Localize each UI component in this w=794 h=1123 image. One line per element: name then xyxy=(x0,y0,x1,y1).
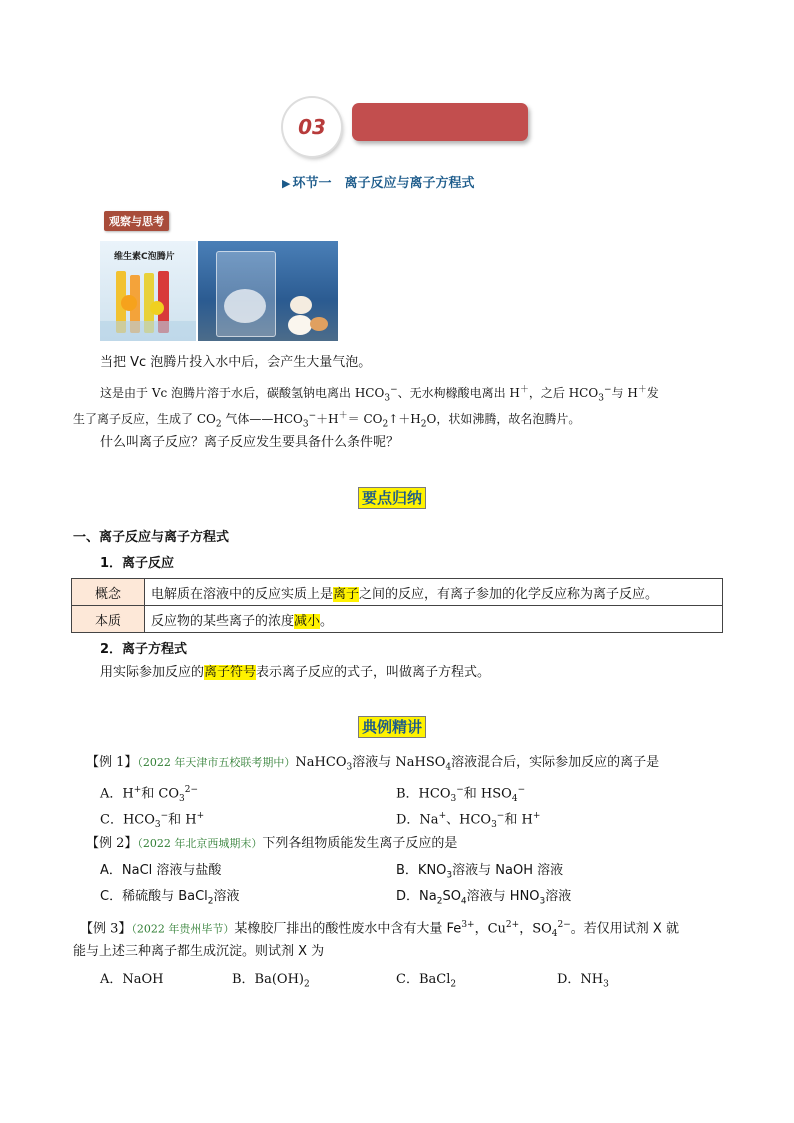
example-1-option-d: D．Na+、$HCO_3^-$和 H+ xyxy=(396,811,541,830)
example-3-option-a: A．NaOH xyxy=(100,972,164,987)
example-2-option-a: A．NaCl 溶液与盐酸 xyxy=(100,863,222,878)
heading-1-1: 1．离子反应 xyxy=(100,556,175,571)
example-2-option-b: B．$KNO_3$溶液与 NaOH 溶液 xyxy=(396,863,564,881)
triangle-icon: ▶ xyxy=(282,177,291,190)
example-2-question: 【例 2】（2022 年北京西城期末）下列各组物质能发生离子反应的是 xyxy=(86,836,458,851)
definition-table xyxy=(71,578,723,633)
section-title: ▶ 环节一 离子反应与离子方程式 xyxy=(282,176,475,191)
table-key: 概念 xyxy=(72,579,145,606)
product-label: 维生素C泡腾片 xyxy=(114,252,175,262)
example-1-option-a: A．H+和 $CO_3^{2-}$ xyxy=(100,785,199,804)
observe-think-tag: 观察与思考 xyxy=(104,211,169,231)
ionic-equation-definition: 用实际参加反应的离子符号表示离子反应的式子，叫做离子方程式。 xyxy=(100,665,491,680)
table-value: 电解质在溶液中的反应实质上是离子之间的反应，有离子参加的化学反应称为离子反应。 xyxy=(145,579,723,606)
section-number-badge xyxy=(283,98,341,156)
example-1-option-b: B．$HCO_3^-$和 $HSO_4^-$ xyxy=(396,785,526,804)
example-3-option-b: B．$Ba(OH)_2$ xyxy=(232,972,310,990)
example-2-option-d: D．$Na_2SO_4$溶液与 $HNO_3$溶液 xyxy=(396,889,572,907)
heading-1: 一、离子反应与离子方程式 xyxy=(73,530,230,545)
explanation-line-1: 这是由于 Vc 泡腾片溶于水后，碳酸氢钠电离出 $HCO_3^-$、无水枸橼酸电离出 H＋，之后 $HCO_3^-$与 H＋发 xyxy=(100,385,659,404)
intro-paragraph: 当把 Vc 泡腾片投入水中后，会产生大量气泡。 xyxy=(100,355,372,370)
explanation-line-2: 生了离子反应，生成了 $CO_2$ 气体$——HCO_3^-+H^+=$ $CO_2↑+H_2O$，状如沸腾，故名泡腾片。 xyxy=(73,411,581,430)
example-3-question-line-2: 能与上述三种离子都生成沉淀。则试剂 X 为 xyxy=(73,944,325,959)
summary-heading: 要点归纳 xyxy=(358,487,426,508)
question-text: 什么叫离子反应？离子反应发生要具备什么条件呢？ xyxy=(100,435,400,450)
example-1-option-c: C．$HCO_3^-$和 H+ xyxy=(100,811,205,830)
table-key: 本质 xyxy=(72,606,145,633)
heading-1-2: 2．离子方程式 xyxy=(100,642,188,657)
section-number: 03 xyxy=(298,115,326,139)
example-3-option-d: D．$NH_3$ xyxy=(557,972,609,990)
table-value: 反应物的某些离子的浓度减小。 xyxy=(145,606,723,633)
example-3-question: 【例 3】（2022 年贵州毕节）某橡胶厂排出的酸性废水中含有大量 $Fe^{3+}$，$Cu^{2+}$，$SO_4^{2-}$。若仅用试剂 X 就 xyxy=(80,920,679,939)
section-header-bar xyxy=(352,103,528,141)
vc-tablets-photo xyxy=(100,241,196,341)
examples-heading: 典例精讲 xyxy=(358,716,426,737)
table-row xyxy=(72,579,723,606)
tablet-in-water-photo xyxy=(198,241,338,341)
example-1-question: 【例 1】（2022 年天津市五校联考期中）NaHCO$_3$溶液与 NaHSO$_4$溶液混合后，实际参加反应的离子是 xyxy=(86,755,660,773)
example-2-option-c: C．稀硫酸与 BaCl$_2$溶液 xyxy=(100,889,240,907)
example-3-option-c: C．BaCl$_2$ xyxy=(396,972,457,990)
table-row xyxy=(72,606,723,633)
